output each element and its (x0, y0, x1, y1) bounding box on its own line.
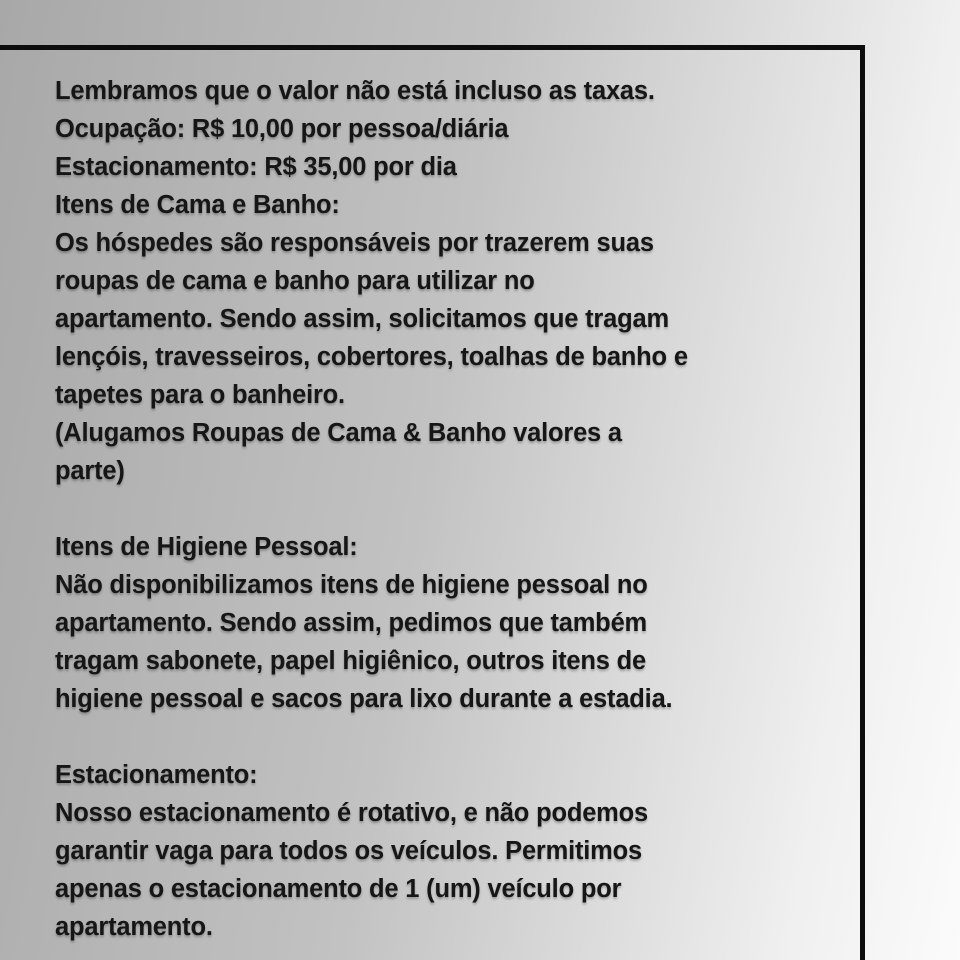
section-parking (55, 756, 850, 946)
text-line: (Alugamos Roupas de Cama & Banho valores a (55, 419, 622, 447)
text-line: tapetes para o banheiro. (55, 381, 345, 409)
text-line: Itens de Cama e Banho: (55, 191, 340, 219)
text-line: Os hóspedes são responsáveis por trazerem suas (55, 229, 654, 257)
text-line: Lembramos que o valor não está incluso as taxas. (55, 77, 655, 105)
text-line: Estacionamento: (55, 761, 258, 789)
text-line: Itens de Higiene Pessoal: (55, 533, 358, 561)
section-taxes-and-linens (55, 72, 850, 490)
text-line: Ocupação: R$ 10,00 por pessoa/diária (55, 115, 509, 143)
text-line: lençóis, travesseiros, cobertores, toalhas de banho e (55, 343, 688, 371)
section-personal-hygiene (55, 528, 850, 718)
notice-text (55, 72, 850, 946)
text-line: Estacionamento: R$ 35,00 por dia (55, 153, 457, 181)
text-line: tragam sabonete, papel higiênico, outros itens de (55, 647, 646, 675)
text-line: higiene pessoal e sacos para lixo durante a estadia. (55, 685, 673, 713)
text-line: apartamento. Sendo assim, solicitamos que tragam (55, 305, 669, 333)
text-line: Não disponibilizamos itens de higiene pessoal no (55, 571, 648, 599)
text-line: parte) (55, 457, 125, 485)
text-line: apenas o estacionamento de 1 (um) veículo por (55, 875, 622, 903)
text-line: Nosso estacionamento é rotativo, e não podemos (55, 799, 649, 827)
text-line: apartamento. Sendo assim, pedimos que também (55, 609, 648, 637)
text-line: garantir vaga para todos os veículos. Permitimos (55, 837, 643, 865)
text-line: apartamento. (55, 913, 213, 941)
text-line: roupas de cama e banho para utilizar no (55, 267, 535, 295)
